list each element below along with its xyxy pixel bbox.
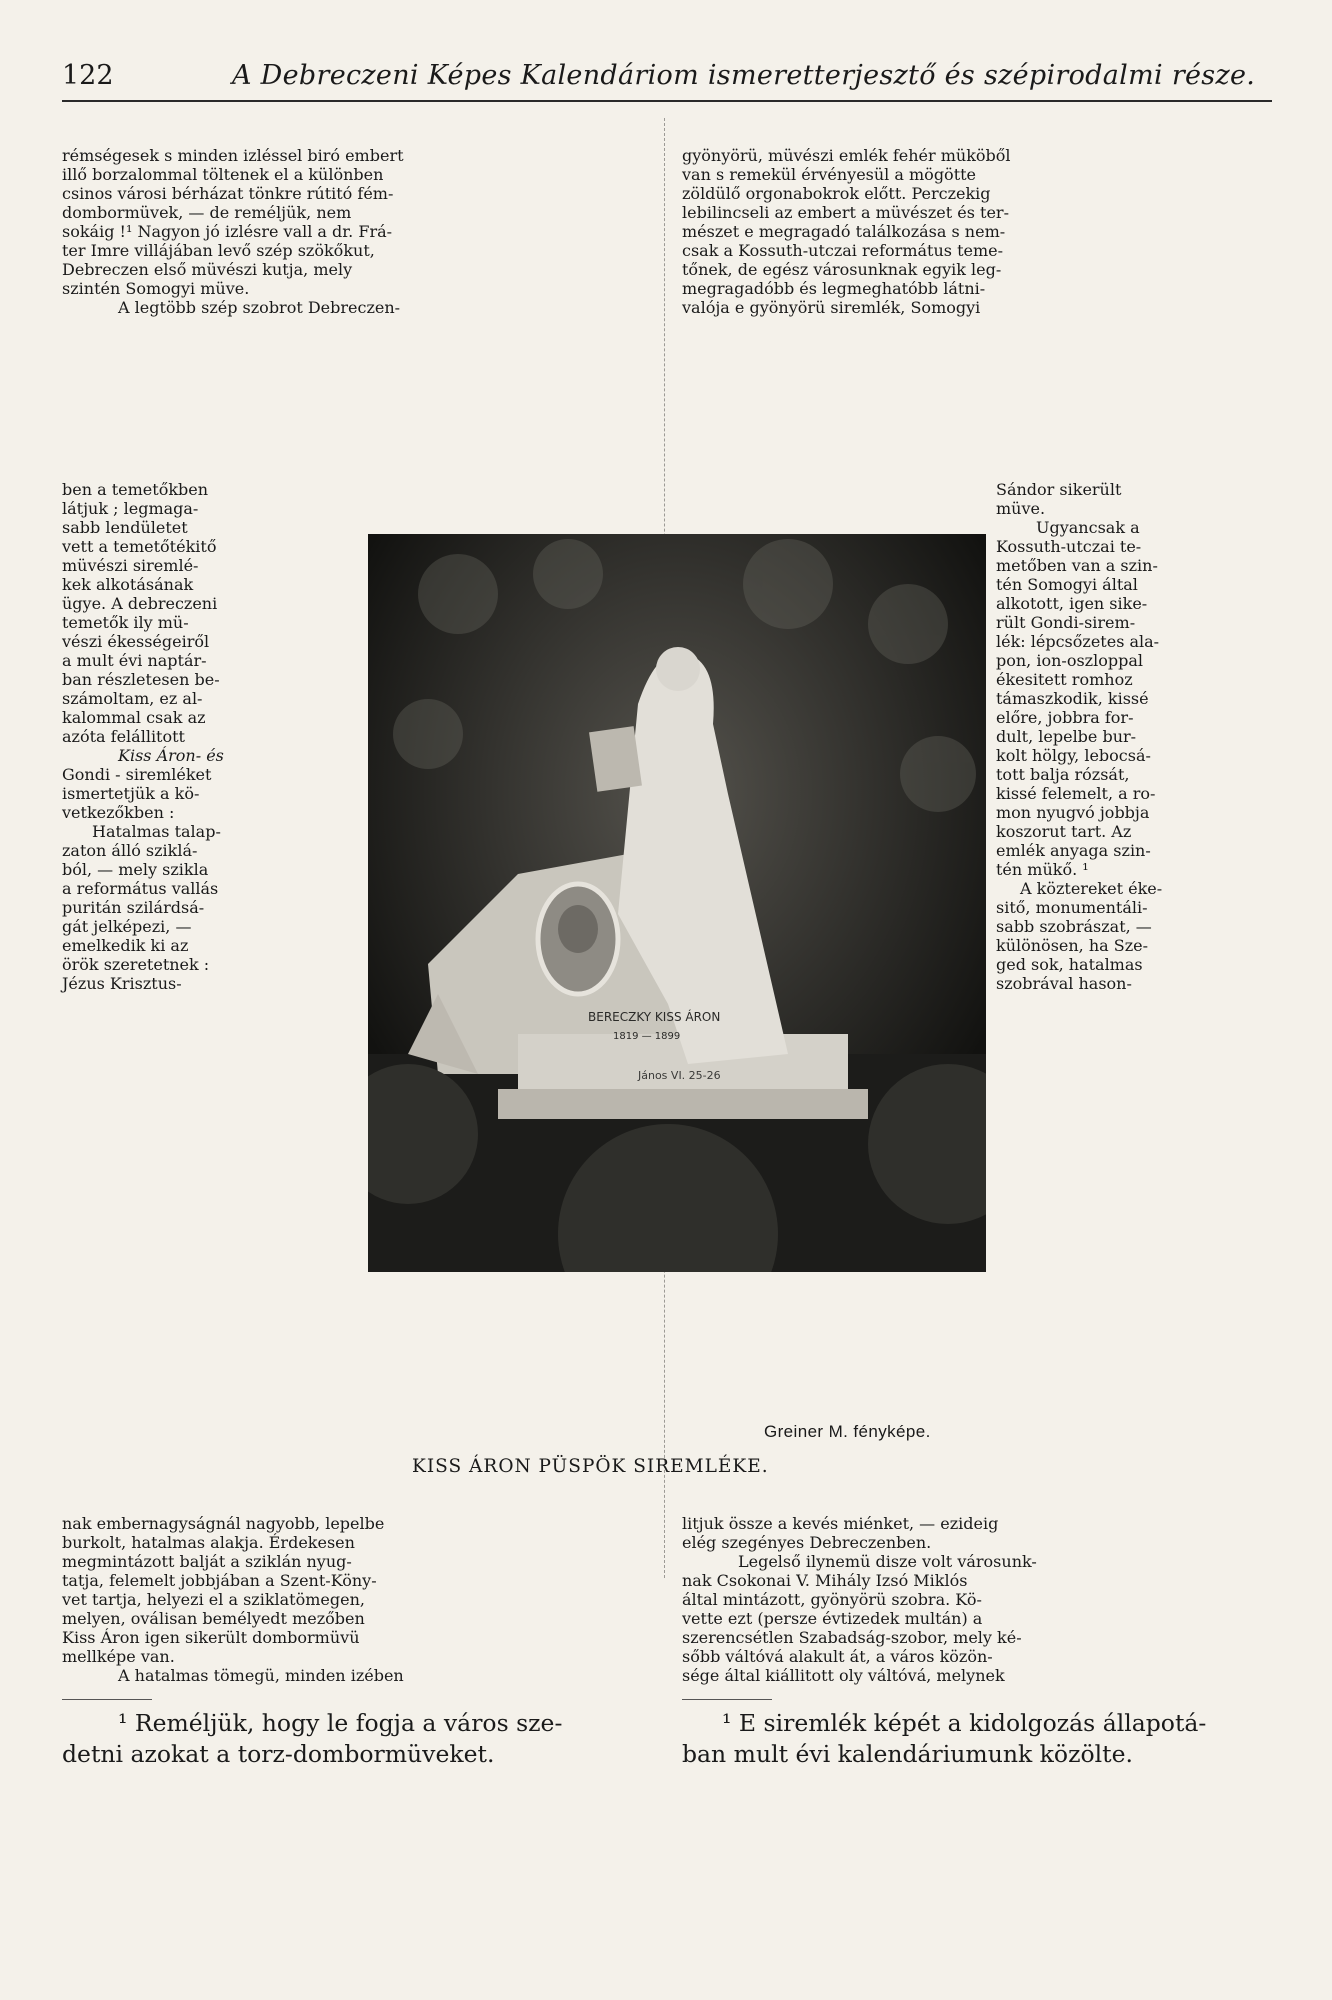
left-column-narrow [62,480,360,993]
text-line: gyönyörü, müvészi emlék fehér müköből [682,146,1011,165]
text-line: elég szegényes Debreczenben. [682,1533,932,1552]
text-line: ter Imre villájában levő szép szökőkut, [62,241,375,260]
text-line: tott balja rózsát, [996,765,1130,784]
right-column-bottom [682,1514,1272,1770]
text-line: dult, lepelbe bur- [996,727,1137,746]
text-line: temetők ily mü- [62,613,189,632]
text-line: van s remekül érvényesül a mögötte [682,165,977,184]
text-line: megmintázott balját a sziklán nyug- [62,1552,352,1571]
text-line: sitő, monumentáli- [996,898,1148,917]
text-line: Kossuth-utczai te- [996,537,1142,556]
text-line: mellképe van. [62,1647,175,1666]
text-line: A köztereket éke- [1020,879,1163,898]
footnote: ¹ Reméljük, hogy le fogja a város sze- [118,1709,563,1737]
text-line: A legtöbb szép szobrot Debreczen- [118,298,401,317]
text-line: metőben van a szin- [996,556,1158,575]
text-line: burkolt, hatalmas alakja. Érdekesen [62,1533,355,1552]
text-line: tatja, felemelt jobbjában a Szent-Köny- [62,1571,377,1590]
right-column-narrow [996,480,1272,993]
text-line: dombormüvek, — de reméljük, nem [62,203,352,222]
text-line: Jézus Krisztus- [62,974,182,993]
text-line: kolt hölgy, lebocsá- [996,746,1151,765]
text-line: csinos városi bérházat tönkre rútitó fém- [62,184,394,203]
text-line: sokáig !¹ Nagyon jó izlésre vall a dr. Frá- [62,222,393,241]
text-line: koszorut tart. Az [996,822,1132,841]
text-line: Ugyancsak a [1036,518,1140,537]
text-line: valója e gyönyörü siremlék, Somogyi [682,298,981,317]
text-line: Debreczen első müvészi kutja, mely [62,260,353,279]
text-line: előre, jobbra for- [996,708,1134,727]
text-line: által mintázott, gyönyörü szobra. Kö- [682,1590,982,1609]
text-line: alkotott, igen sike- [996,594,1148,613]
footnote-rule [62,1699,152,1700]
text-line: tőnek, de egész városunknak egyik leg- [682,260,1002,279]
text-line: tén mükő. ¹ [996,860,1089,879]
right-column-top [682,146,1272,317]
text-line: a református vallás [62,879,219,898]
text-line: kek alkotásának [62,575,194,594]
monument-illustration [368,534,986,1272]
text-line: lebilincseli az embert a müvészet és ter- [682,203,1009,222]
text-line: vette ezt (persze évtizedek multán) a [682,1609,983,1628]
text-line: litjuk össze a kevés miénket, — ezideig [682,1514,999,1533]
text-line: puritán szilárdsá- [62,898,205,917]
text-line: Kiss Áron igen sikerült dombormüvü [62,1628,360,1647]
text-line: számoltam, ez al- [62,689,203,708]
text-line: szobrával hason- [996,974,1132,993]
text-line: a mult évi naptár- [62,651,207,670]
footnote-rule [682,1699,772,1700]
photo-caption: KISS ÁRON PÜSPÖK SIREMLÉKE. [412,1456,769,1477]
text-line: szintén Somogyi müve. [62,279,250,298]
left-column-bottom [62,1514,660,1770]
monument-photo [368,534,986,1272]
text-line: szerencsétlen Szabadság-szobor, mely ké- [682,1628,1022,1647]
footnote: detni azokat a torz-dombormüveket. [62,1740,495,1768]
text-line: kalommal csak az [62,708,206,727]
text-line: mon nyugvó jobbja [996,803,1150,822]
text-line: Sándor sikerült [996,480,1122,499]
text-line: A hatalmas tömegü, minden izében [118,1666,404,1685]
text-line: sabb szobrászat, — [996,917,1152,936]
text-line: nak Csokonai V. Mihály Izsó Miklós [682,1571,968,1590]
footnote: ban mult évi kalendáriumunk közölte. [682,1740,1133,1768]
text-line: Legelső ilynemü disze volt városunk- [738,1552,1037,1571]
text-line: emelkedik ki az [62,936,189,955]
text-line: megragadóbb és legmeghatóbb látni- [682,279,986,298]
text-line: melyen, oválisan bemélyedt mezőben [62,1609,365,1628]
text-line: ben a temetőkben [62,480,209,499]
text-line: mészet e megragadó találkozása s nem- [682,222,1006,241]
text-line: azóta felállitott [62,727,185,746]
text-line: örök szeretetnek : [62,955,210,974]
text-line: ügye. A debreczeni [62,594,218,613]
text-line: vészi ékességeiről [62,632,210,651]
text-line: rémségesek s minden izléssel biró embert [62,146,404,165]
text-line: Gondi - siremléket [62,765,212,784]
text-line: emlék anyaga szin- [996,841,1151,860]
text-line: lék: lépcsőzetes ala- [996,632,1160,651]
text-line: illő borzalommal töltenek el a különben [62,165,384,184]
text-line: sőbb váltóvá alakult át, a város közön- [682,1647,993,1666]
text-line: támaszkodik, kissé [996,689,1149,708]
text-line: vet tartja, helyezi el a sziklatömegen, [62,1590,365,1609]
left-column-top [62,146,660,317]
text-line: kissé felemelt, a ro- [996,784,1156,803]
base-inscription: János VI. 25-26 [638,1069,721,1082]
text-line: tén Somogyi által [996,575,1138,594]
text-line: ban részletesen be- [62,670,220,689]
text-line: ból, — mely szikla [62,860,209,879]
text-line: zöldülő orgonabokrok előtt. Perczekig [682,184,991,203]
text-line: rült Gondi-sirem- [996,613,1136,632]
text-line: sabb lendületet [62,518,188,537]
footnote: ¹ E siremlék képét a kidolgozás állapotá- [722,1709,1207,1737]
text-line: vett a temetőtékitő [62,537,217,556]
text-line: gát jelképezi, — [62,917,192,936]
text-line: ged sok, hatalmas [996,955,1143,974]
running-title: A Debreczeni Képes Kalendáriom ismeretterjesztő és szépirodalmi része. [232,60,1256,91]
page-number: 122 [62,60,114,91]
text-line: vetkezőkben : [62,803,175,822]
text-line: csak a Kossuth-utczai református teme- [682,241,1004,260]
photo-credit: Greiner M. fényképe. [764,1422,931,1441]
text-line: müvészi siremlé- [62,556,199,575]
plaque-name: BERECZKY KISS ÁRON [588,1010,721,1024]
text-line: pon, ion-oszloppal [996,651,1143,670]
text-line: különösen, ha Sze- [996,936,1149,955]
text-line: Hatalmas talap- [92,822,221,841]
text-line: ékesitett romhoz [996,670,1133,689]
text-line: zaton álló sziklá- [62,841,198,860]
text-line: müve. [996,499,1046,518]
text-line: látjuk ; legmaga- [62,499,199,518]
plaque-years: 1819 — 1899 [613,1031,681,1042]
text-line: sége által kiállitott oly váltóvá, melynek [682,1666,1005,1685]
text-line: nak embernagyságnál nagyobb, lepelbe [62,1514,385,1533]
text-line: ismertetjük a kö- [62,784,200,803]
running-header [62,58,1272,102]
text-line: Kiss Áron- és [118,746,224,765]
